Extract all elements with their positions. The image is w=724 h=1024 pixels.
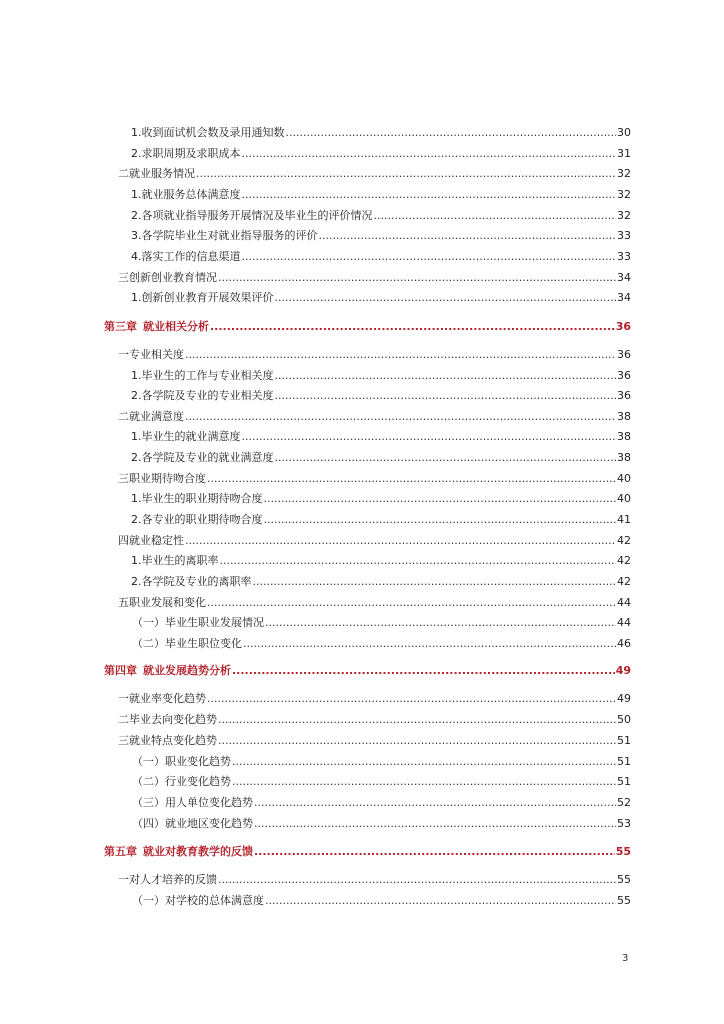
toc-leader-dots: [254, 845, 615, 859]
toc-entry-number: （一）: [132, 616, 165, 629]
toc-entry[interactable]: [131, 369, 631, 383]
toc-leader-dots: [286, 126, 617, 140]
toc-entry-number: 1.: [131, 188, 142, 201]
toc-entry-title: 就业服务情况: [129, 167, 195, 180]
toc-entry[interactable]: [118, 472, 631, 486]
toc-entry-number: 一: [118, 873, 129, 886]
toc-entry-title: 行业变化趋势: [165, 775, 231, 788]
toc-leader-dots: [275, 389, 617, 403]
toc-entry-number: 二: [118, 410, 129, 423]
toc-entry[interactable]: [118, 410, 631, 424]
page-number: 3: [622, 953, 629, 964]
toc-entry[interactable]: [118, 692, 631, 706]
toc-entry[interactable]: [131, 492, 631, 506]
toc-entry-page: 55: [615, 845, 631, 858]
toc-entry-title: 各学院及专业的离职率: [141, 575, 252, 588]
toc-entry-page: 32: [617, 188, 631, 201]
toc-entry-page: 38: [617, 410, 631, 423]
toc-entry-number: （一）: [132, 894, 165, 907]
toc-entry[interactable]: [131, 126, 631, 140]
toc-entry[interactable]: [118, 873, 631, 887]
toc-leader-dots: [243, 637, 616, 651]
toc-entry-number: 三: [118, 271, 129, 284]
toc-entry-page: 36: [617, 369, 631, 382]
toc-entry[interactable]: [131, 451, 631, 465]
toc-entry-page: 33: [617, 229, 631, 242]
toc-leader-dots: [265, 894, 616, 908]
toc-chapter-entry[interactable]: [104, 845, 631, 859]
toc-entry-number: 1.: [131, 492, 142, 505]
toc-leader-dots: [185, 410, 616, 424]
toc-entry-number: 1.: [131, 369, 142, 382]
toc-entry-page: 32: [617, 209, 631, 222]
toc-entry[interactable]: [131, 291, 631, 305]
toc-entry-title: 就业率变化趋势: [129, 692, 206, 705]
toc-entry-page: 32: [617, 167, 631, 180]
toc-entry-page: 34: [617, 291, 631, 304]
toc-entry-page: 40: [617, 492, 631, 505]
toc-entry-title: 就业特点变化趋势: [129, 734, 217, 747]
toc-entry-page: 50: [617, 713, 631, 726]
toc-entry-title: 各专业的职业期待吻合度: [141, 513, 263, 526]
toc-leader-dots: [185, 534, 616, 548]
toc-entry-page: 34: [617, 271, 631, 284]
toc-entry-title: 毕业生的离职率: [141, 554, 219, 567]
toc-entry[interactable]: [131, 188, 631, 202]
toc-entry[interactable]: [131, 147, 631, 161]
toc-leader-dots: [374, 209, 617, 223]
toc-entry-title: 就业服务总体满意度: [141, 188, 241, 201]
toc-leader-dots: [232, 664, 615, 678]
toc-entry-page: 42: [617, 534, 631, 547]
toc-leader-dots: [242, 430, 617, 444]
toc-entry-title: 就业满意度: [129, 410, 184, 423]
toc-leader-dots: [254, 817, 616, 831]
toc-leader-dots: [232, 775, 616, 789]
toc-entry-page: 46: [617, 637, 631, 650]
toc-entry-number: 2.: [131, 389, 142, 402]
toc-entry-page: 30: [617, 126, 631, 139]
toc-entry-number: 3.: [131, 229, 142, 242]
toc-chapter-number: 第四章: [104, 664, 137, 677]
toc-chapter-number: 第五章: [104, 845, 137, 858]
toc-entry-number: （四）: [132, 817, 165, 830]
toc-leader-dots: [265, 616, 616, 630]
toc-leader-dots: [207, 472, 616, 486]
toc-entry[interactable]: [132, 775, 631, 789]
toc-leader-dots: [242, 188, 617, 202]
toc-entry-title: 对学校的总体满意度: [165, 894, 264, 907]
toc-entry-title: 毕业生的就业满意度: [141, 430, 241, 443]
toc-entry[interactable]: [131, 513, 631, 527]
toc-leader-dots: [220, 554, 617, 568]
toc-entry[interactable]: [118, 734, 631, 748]
toc-entry-title: 毕业生职业发展情况: [165, 616, 264, 629]
toc-entry-page: 52: [617, 796, 631, 809]
toc-leader-dots: [242, 250, 617, 264]
toc-entry-title: 各学院毕业生对就业指导服务的评价: [141, 229, 318, 242]
toc-leader-dots: [275, 291, 617, 305]
toc-entry-title: 毕业生的工作与专业相关度: [141, 369, 274, 382]
toc-entry-number: 1.: [131, 554, 142, 567]
toc-leader-dots: [275, 451, 617, 465]
toc-entry-title: 求职周期及求职成本: [141, 147, 241, 160]
toc-entry-number: 1.: [131, 126, 142, 139]
toc-entry[interactable]: [131, 575, 631, 589]
toc-entry-page: 42: [617, 554, 631, 567]
toc-entry-number: 2.: [131, 513, 142, 526]
toc-entry-page: 36: [617, 389, 631, 402]
toc-entry-title: 各项就业指导服务开展情况及毕业生的评价情况: [141, 209, 373, 222]
toc-entry-title: 毕业去向变化趋势: [129, 713, 217, 726]
toc-entry-page: 41: [617, 513, 631, 526]
toc-entry[interactable]: [118, 348, 631, 362]
toc-leader-dots: [185, 348, 616, 362]
toc-entry-title: 毕业生的职业期待吻合度: [141, 492, 263, 505]
toc-entry-title: 创新创业教育情况: [129, 271, 217, 284]
toc-entry-title: 就业稳定性: [129, 534, 184, 547]
toc-entry-page: 51: [617, 734, 631, 747]
toc-entry[interactable]: [131, 229, 631, 243]
toc-entry-title: 毕业生职位变化: [165, 637, 242, 650]
toc-entry-title: 各学院及专业的专业相关度: [141, 389, 274, 402]
toc-entry[interactable]: [131, 389, 631, 403]
toc-entry-title: 用人单位变化趋势: [165, 796, 253, 809]
toc-entry-number: 4.: [131, 250, 142, 263]
toc-entry[interactable]: [131, 430, 631, 444]
toc-entry-page: 44: [617, 616, 631, 629]
toc-entry[interactable]: [132, 637, 631, 651]
toc-entry-page: 51: [617, 775, 631, 788]
toc-entry-page: 36: [615, 320, 631, 333]
toc-entry-number: （二）: [132, 637, 165, 650]
toc-entry-number: 1.: [131, 291, 142, 304]
toc-entry-number: （一）: [132, 755, 165, 768]
toc-leader-dots: [207, 596, 616, 610]
toc-entry-page: 38: [617, 430, 631, 443]
toc-entry-page: 36: [617, 348, 631, 361]
toc-entry-title: 职业发展和变化: [129, 596, 206, 609]
toc-entry-number: 四: [118, 534, 129, 547]
toc-entry[interactable]: [118, 167, 631, 181]
toc-entry-page: 38: [617, 451, 631, 464]
toc-entry-title: 落实工作的信息渠道: [141, 250, 241, 263]
toc-entry[interactable]: [132, 894, 631, 908]
toc-leader-dots: [275, 369, 617, 383]
toc-chapter-number: 第三章: [104, 320, 137, 333]
toc-entry-number: （二）: [132, 775, 165, 788]
toc-entry-number: 一: [118, 692, 129, 705]
toc-entry-title: 对人才培养的反馈: [129, 873, 217, 886]
toc-entry-page: 31: [617, 147, 631, 160]
toc-leader-dots: [242, 147, 617, 161]
toc-entry-number: （三）: [132, 796, 165, 809]
toc-leader-dots: [232, 755, 616, 769]
toc-entry[interactable]: [132, 796, 631, 810]
toc-leader-dots: [264, 492, 617, 506]
toc-entry-title: 专业相关度: [129, 348, 184, 361]
toc-entry-page: 51: [617, 755, 631, 768]
toc-entry[interactable]: [131, 209, 631, 223]
toc-entry-page: 53: [617, 817, 631, 830]
toc-entry-page: 40: [617, 472, 631, 485]
toc-leader-dots: [319, 229, 617, 243]
toc-leader-dots: [264, 513, 617, 527]
toc-leader-dots: [253, 575, 617, 589]
toc-entry-page: 33: [617, 250, 631, 263]
toc-chapter-title: 就业相关分析: [143, 320, 209, 333]
toc-entry[interactable]: [118, 534, 631, 548]
toc-entry-number: 2.: [131, 147, 142, 160]
toc-entry-page: 49: [617, 692, 631, 705]
toc-chapter-entry[interactable]: [104, 320, 631, 334]
toc-entry[interactable]: [118, 713, 631, 727]
toc-leader-dots: [210, 320, 615, 334]
toc-entry-title: 创新创业教育开展效果评价: [141, 291, 274, 304]
toc-entry-page: 55: [617, 873, 631, 886]
toc-entry-number: 一: [118, 348, 129, 361]
toc-leader-dots: [218, 271, 616, 285]
toc-chapter-title: 就业对教育教学的反馈: [143, 845, 253, 858]
toc-leader-dots: [196, 167, 616, 181]
toc-entry[interactable]: [132, 817, 631, 831]
toc-entry[interactable]: [118, 596, 631, 610]
toc-entry-page: 42: [617, 575, 631, 588]
toc-leader-dots: [218, 873, 616, 887]
toc-entry-number: 三: [118, 472, 129, 485]
toc-entry-title: 收到面试机会数及录用通知数: [141, 126, 285, 139]
toc-leader-dots: [218, 713, 616, 727]
toc-entry-page: 44: [617, 596, 631, 609]
toc-entry-page: 49: [615, 664, 631, 677]
toc-entry-title: 职业期待吻合度: [129, 472, 206, 485]
toc-entry-title: 各学院及专业的就业满意度: [141, 451, 274, 464]
toc-chapter-title: 就业发展趋势分析: [143, 664, 231, 677]
toc-entry-title: 职业变化趋势: [165, 755, 231, 768]
toc-leader-dots: [254, 796, 616, 810]
toc-entry[interactable]: [132, 616, 631, 630]
toc-entry-number: 二: [118, 167, 129, 180]
toc-leader-dots: [207, 692, 616, 706]
toc-entry-title: 就业地区变化趋势: [165, 817, 253, 830]
toc-entry[interactable]: [131, 250, 631, 264]
toc-entry[interactable]: [132, 755, 631, 769]
toc-chapter-entry[interactable]: [104, 664, 631, 678]
toc-entry[interactable]: [131, 554, 631, 568]
toc-entry-number: 2.: [131, 575, 142, 588]
toc-entry-number: 二: [118, 713, 129, 726]
toc-leader-dots: [218, 734, 616, 748]
toc-entry-number: 五: [118, 596, 129, 609]
toc-entry[interactable]: [118, 271, 631, 285]
toc-entry-number: 2.: [131, 451, 142, 464]
toc-entry-number: 三: [118, 734, 129, 747]
toc-entry-number: 1.: [131, 430, 142, 443]
toc-entry-page: 55: [617, 894, 631, 907]
toc-entry-number: 2.: [131, 209, 142, 222]
